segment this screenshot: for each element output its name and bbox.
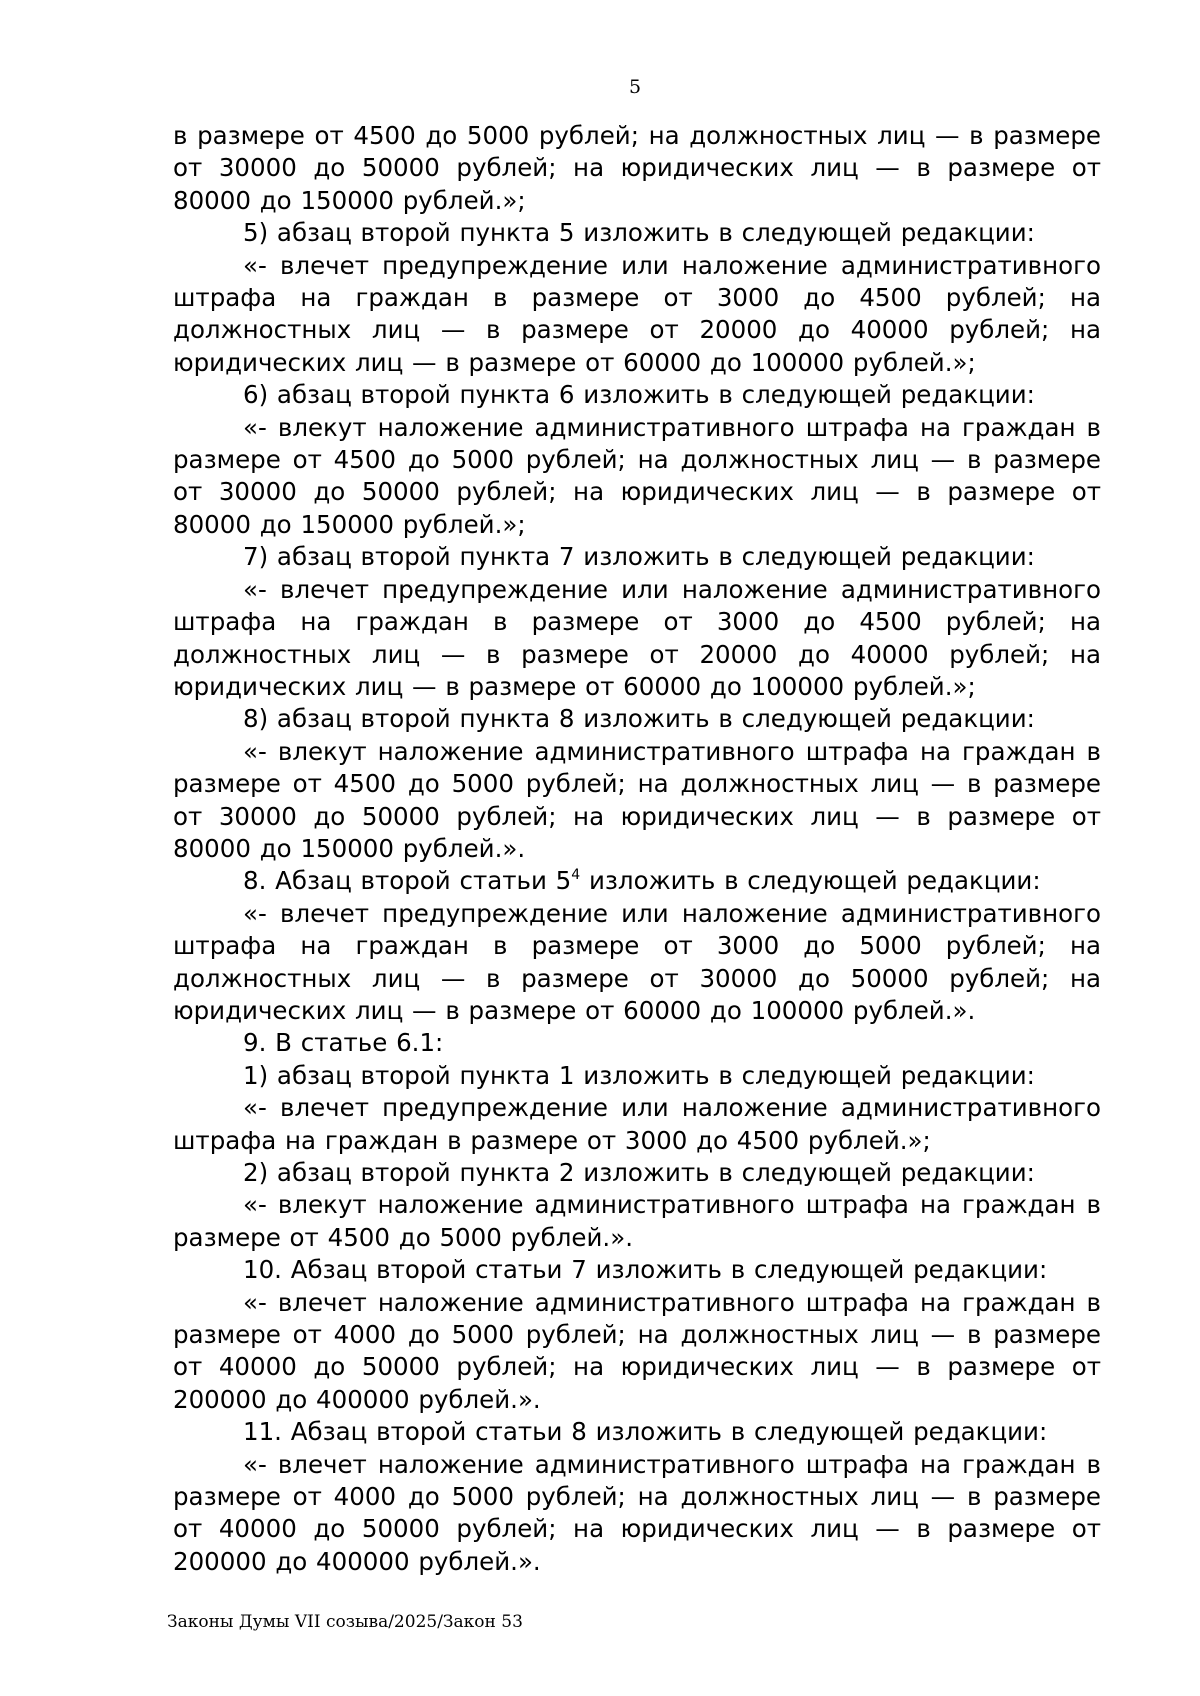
item-5-heading: 5) абзац второй пункта 5 изложить в следующей редакции: xyxy=(243,218,1035,248)
item-5-text: «- влечет предупреждение или наложение административного штрафа на граждан в размере от 3000 до 4500 рублей; на должностных лиц — в размере от 20000 до 40000 рублей; на юридических лиц — в размере от 60000 до 100000 рублей.»; xyxy=(173,250,1101,377)
item-7-heading: 7) абзац второй пункта 7 изложить в следующей редакции: xyxy=(243,542,1035,572)
section-8-text: «- влечет предупреждение или наложение административного штрафа на граждан в размере от 3000 до 5000 рублей; на должностных лиц — в размере от 30000 до 50000 рублей; на юридических лиц — в размере от 60000 до 100000 рублей.». xyxy=(173,898,1101,1025)
superscript: 4 xyxy=(571,867,581,884)
section-8-heading-end: изложить в следующей редакции: xyxy=(580,866,1041,896)
section-9-heading: 9. В статье 6.1: xyxy=(243,1028,444,1058)
section-9-item-1-heading: 1) абзац второй пункта 1 изложить в следующей редакции: xyxy=(243,1060,1035,1090)
page-number: 5 xyxy=(628,76,642,98)
section-8-heading-start: 8. Абзац второй статьи 5 xyxy=(243,866,572,896)
paragraph-continuation: в размере от 4500 до 5000 рублей; на должностных лиц — в размере от 30000 до 50000 рублей; на юридических лиц — в размере от 80000 до 150000 рублей.»; xyxy=(173,121,1101,215)
section-9-item-2-text: «- влекут наложение административного штрафа на граждан в размере от 4500 до 5000 рублей.». xyxy=(173,1190,1101,1252)
item-6-heading: 6) абзац второй пункта 6 изложить в следующей редакции: xyxy=(243,380,1035,410)
section-10-text: «- влечет наложение административного штрафа на граждан в размере от 4000 до 5000 рублей; на должностных лиц — в размере от 40000 до 50000 рублей; на юридических лиц — в размере от 200000 до 400000 рублей.». xyxy=(173,1287,1101,1414)
section-10-heading: 10. Абзац второй статьи 7 изложить в следующей редакции: xyxy=(243,1255,1048,1285)
section-11-heading: 11. Абзац второй статьи 8 изложить в следующей редакции: xyxy=(243,1417,1048,1447)
section-11-text: «- влечет наложение административного штрафа на граждан в размере от 4000 до 5000 рублей; на должностных лиц — в размере от 40000 до 50000 рублей; на юридических лиц — в размере от 200000 до 400000 рублей.». xyxy=(173,1449,1101,1576)
page-footer: Законы Думы VII созыва/2025/Закон 53 xyxy=(167,1612,523,1632)
document-body xyxy=(173,120,1101,1578)
section-9-item-2-heading: 2) абзац второй пункта 2 изложить в следующей редакции: xyxy=(243,1158,1035,1187)
item-6-text: «- влекут наложение административного штрафа на граждан в размере от 4500 до 5000 рублей; на должностных лиц — в размере от 30000 до 50000 рублей; на юридических лиц — в размере от 80000 до 150000 рублей.»; xyxy=(173,412,1101,539)
section-9-item-1-text: «- влечет предупреждение или наложение административного штрафа на граждан в размере от 3000 до 4500 рублей.»; xyxy=(173,1093,1101,1155)
item-8-heading: 8) абзац второй пункта 8 изложить в следующей редакции: xyxy=(243,704,1035,734)
section-8-heading xyxy=(173,865,1101,897)
item-8-text: «- влекут наложение административного штрафа на граждан в размере от 4500 до 5000 рублей; на должностных лиц — в размере от 30000 до 50000 рублей; на юридических лиц — в размере от 80000 до 150000 рублей.». xyxy=(173,736,1101,863)
item-7-text: «- влечет предупреждение или наложение административного штрафа на граждан в размере от 3000 до 4500 рублей; на должностных лиц — в размере от 20000 до 40000 рублей; на юридических лиц — в размере от 60000 до 100000 рублей.»; xyxy=(173,574,1101,701)
